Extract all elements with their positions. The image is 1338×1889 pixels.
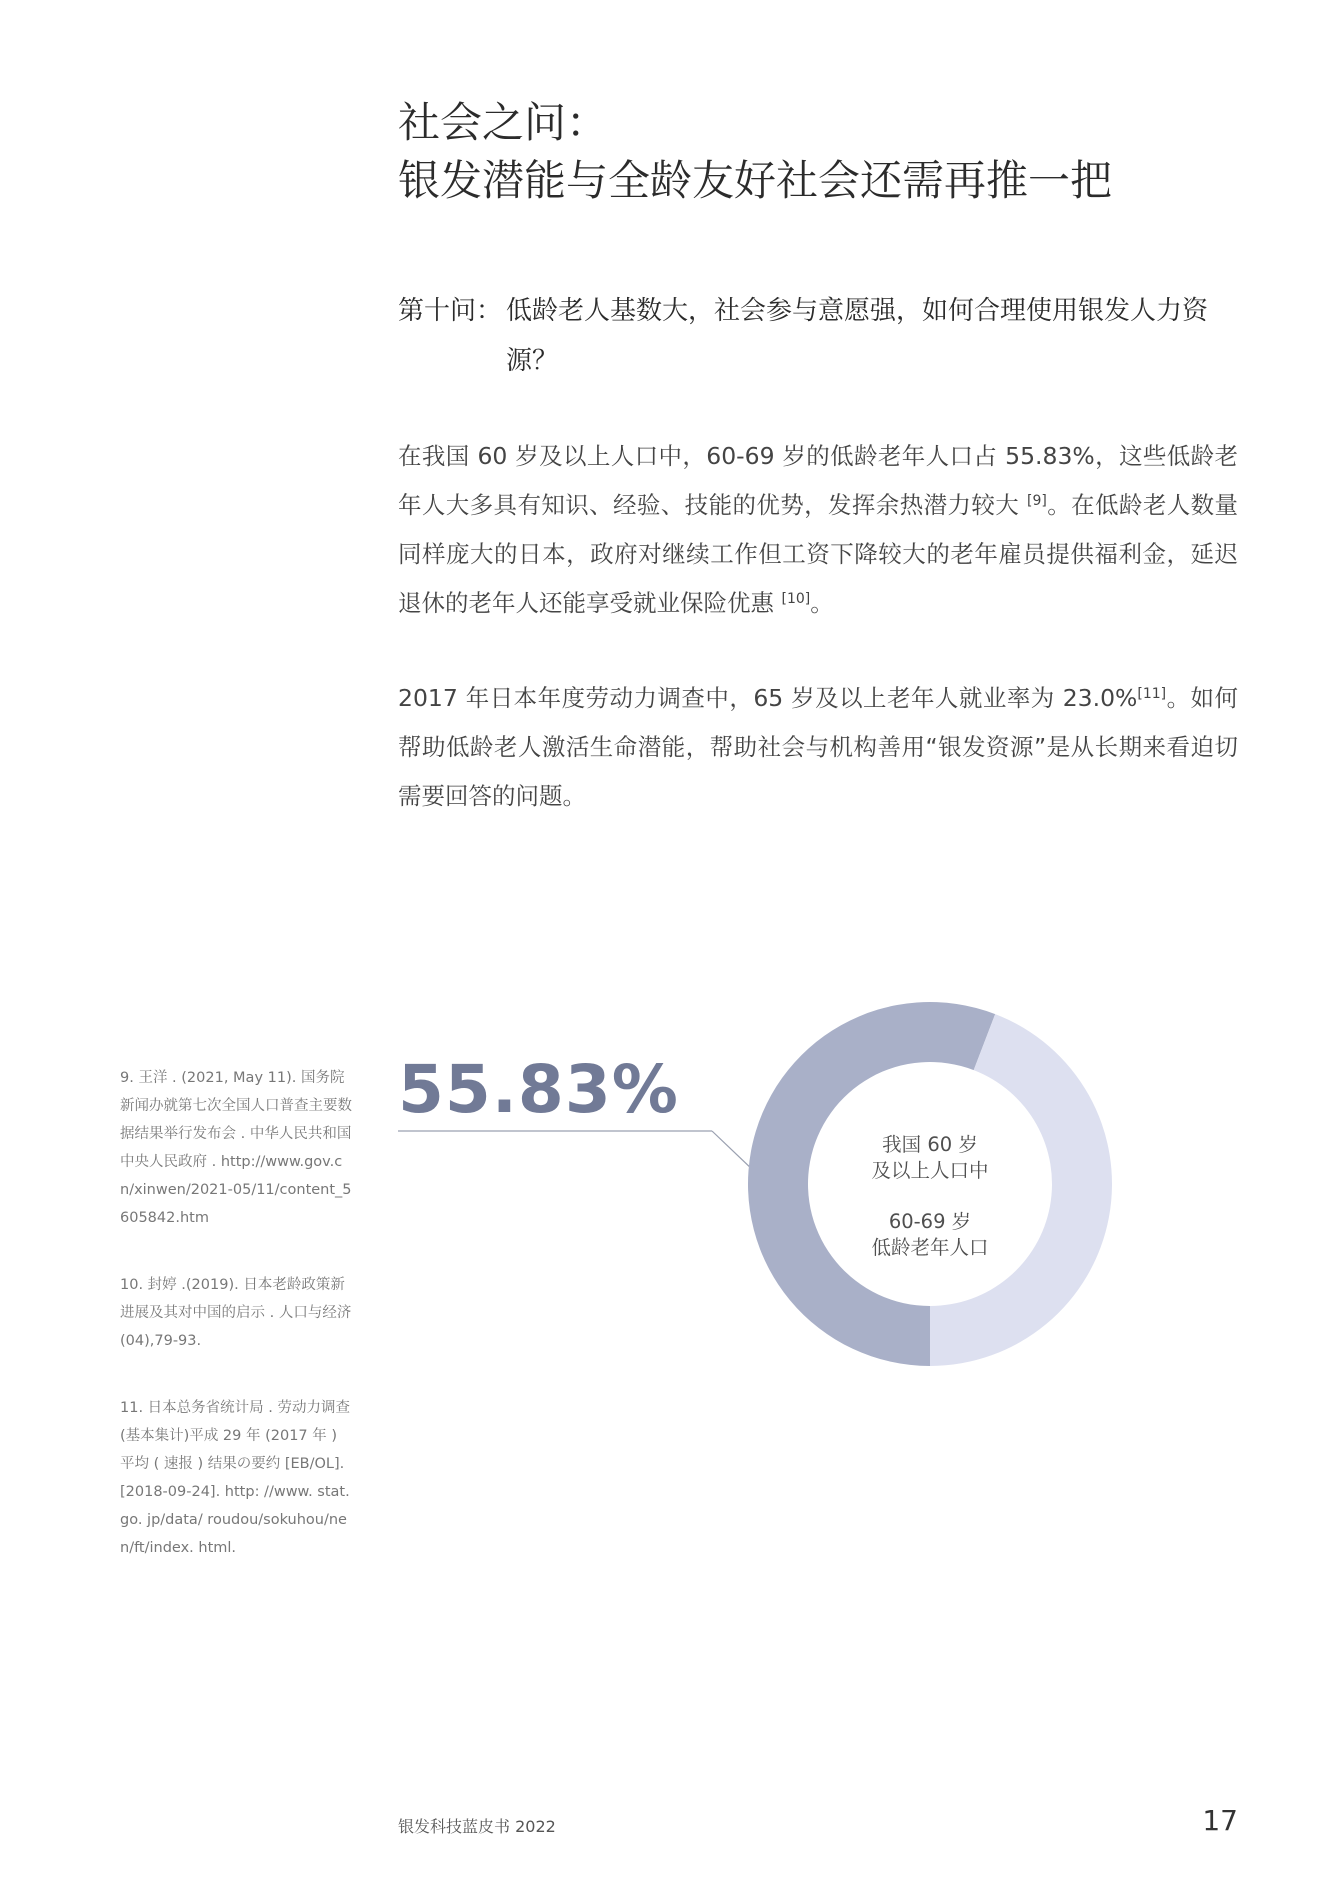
citation-11[interactable]: [11] bbox=[1137, 686, 1167, 702]
citation-10[interactable]: [10] bbox=[781, 591, 811, 607]
highlight-percentage: 55.83% bbox=[398, 1051, 679, 1128]
center-label-total-2: 及以上人口中 bbox=[871, 1159, 989, 1182]
paragraph-1-text-b: 。在低龄老人数量同样庞大的日本，政府对继续工作但工资下降较大的老年雇员提供福利金，延迟退休的老年人还能享受就业保险优惠 bbox=[398, 491, 1238, 617]
center-label-part-1: 60-69 岁 bbox=[888, 1210, 972, 1233]
paragraph-2-text-b: 。如何帮助低龄老人激活生命潜能，帮助社会与机构善用“银发资源”是从长期来看迫切需要回答的问题。 bbox=[398, 684, 1239, 810]
publication-title: 银发科技蓝皮书 2022 bbox=[398, 1817, 556, 1836]
center-label-part-2: 低龄老年人口 bbox=[871, 1236, 989, 1259]
paragraph-1-text-c: 。 bbox=[810, 589, 834, 617]
citation-9[interactable]: [9] bbox=[1027, 493, 1047, 509]
center-label-total-1: 我国 60 岁 bbox=[882, 1133, 978, 1156]
page-number: 17 bbox=[1202, 1804, 1238, 1837]
footnote-10: 10. 封婷 .(2019). 日本老龄政策新进展及其对中国的启示 . 人口与经济 (04),79-93. bbox=[120, 1277, 352, 1349]
footnote-11: 11. 日本总务省统计局 . 劳动力调查(基本集计)平成 29 年 (2017 年 ) 平均 ( 速报 ) 结果の要约 [EB/OL]. [2018-09-24]. http: //www. stat. go. jp/data/ roudou/sokuhou/nen/ft/index. html. bbox=[120, 1400, 350, 1556]
title-line-2: 银发潜能与全龄友好社会还需再推一把 bbox=[398, 156, 1113, 205]
title-line-1: 社会之问： bbox=[398, 98, 609, 147]
question-prefix: 第十问： bbox=[398, 296, 503, 326]
paragraph-2-text-a: 2017 年日本年度劳动力调查中，65 岁及以上老年人就业率为 23.0% bbox=[398, 684, 1138, 712]
footnote-9: 9. 王洋 . (2021, May 11). 国务院新闻办就第七次全国人口普查主要数据结果举行发布会 . 中华人民共和国中央人民政府 . http://www.gov.cn/xinwen/2021-05/11/content_5605842.htm bbox=[120, 1070, 352, 1226]
question-text: 低龄老人基数大，社会参与意愿强，如何合理使用银发人力资源？ bbox=[506, 296, 1209, 376]
slice-other bbox=[930, 1014, 1112, 1366]
paragraph-1-text-a: 在我国 60 岁及以上人口中，60-69 岁的低龄老年人口占 55.83%，这些低龄老年人大多具有知识、经验、技能的优势，发挥余热潜力较大 bbox=[398, 442, 1238, 519]
